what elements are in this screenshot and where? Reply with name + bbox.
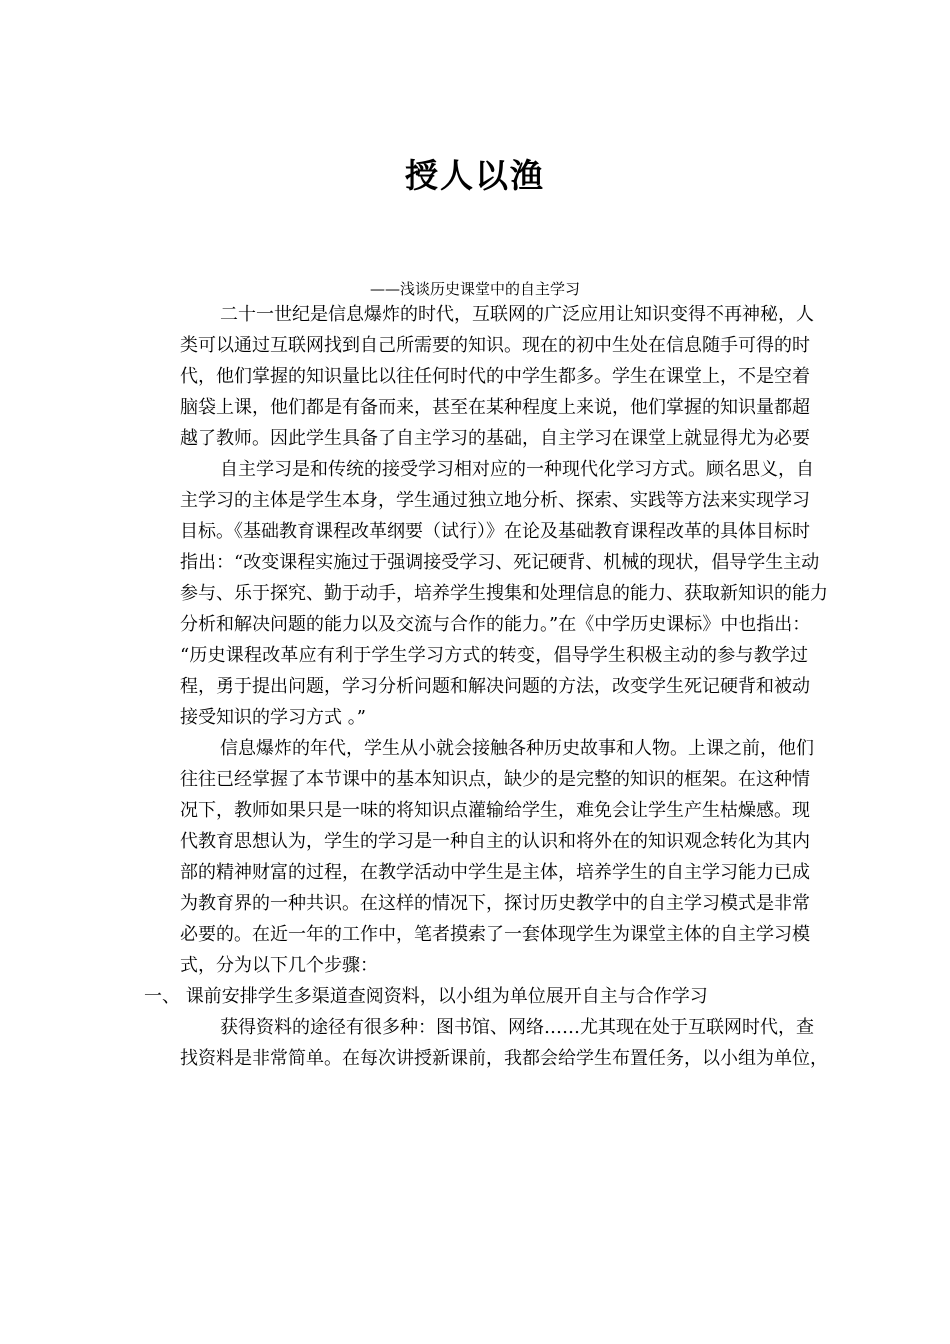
paragraph-line: 况下，教师如果只是一味的将知识点灌输给学生，难免会让学生产生枯燥感。现 — [180, 800, 810, 821]
paragraph-4 — [144, 1012, 828, 1074]
paragraph-line: 接受知识的学习方式 。” — [180, 707, 366, 728]
section-heading — [144, 981, 808, 1012]
paragraph-line: 部的精神财富的过程，在教学活动中学生是主体，培养学生的自主学习能力已成 — [180, 862, 810, 883]
paragraph-2 — [144, 454, 828, 733]
paragraph-line: 参与、乐于探究、勤于动手，培养学生搜集和处理信息的能力、获取新知识的能力 — [180, 583, 828, 604]
paragraph-1 — [144, 299, 814, 454]
paragraph-line: 必要的。在近一年的工作中，笔者摸索了一套体现学生为课堂主体的自主学习模 — [180, 924, 810, 945]
paragraph-line: 获得资料的途径有很多种：图书馆、网络……尤其现在处于互联网时代，查 — [220, 1017, 814, 1038]
paragraph-line: “历史课程改革应有利于学生学习方式的转变，倡导学生积极主动的参与教学过 — [180, 645, 808, 666]
paragraph-line: 分析和解决问题的能力以及交流与合作的能力。”在《中学历史课标》中也指出： — [180, 614, 811, 635]
paragraph-line: 为教育界的一种共识。在这样的情况下，探讨历史教学中的自主学习模式是非常 — [180, 893, 810, 914]
paragraph-line: 自主学习是和传统的接受学习相对应的一种现代化学习方式。顾名思义，自 — [220, 459, 814, 480]
document-title: 授人以渔 — [405, 156, 545, 195]
paragraph-line: 二十一世纪是信息爆炸的时代，互联网的广泛应用让知识变得不再神秘，人 — [220, 304, 814, 325]
paragraph-line: 脑袋上课，他们都是有备而来，甚至在某种程度上来说，他们掌握的知识量都超 — [180, 397, 810, 418]
paragraph-line: 代，他们掌握的知识量比以往任何时代的中学生都多。学生在课堂上，不是空着 — [180, 366, 810, 387]
paragraph-line: 越了教师。因此学生具备了自主学习的基础，自主学习在课堂上就显得尤为必要 — [180, 428, 810, 449]
document-body — [144, 299, 828, 1074]
paragraph-line: 目标。《基础教育课程改革纲要（试行）》在论及基础教育课程改革的具体目标时 — [180, 521, 810, 542]
paragraph-line: 主学习的主体是学生本身，学生通过独立地分析、探索、实践等方法来实现学习 — [180, 490, 810, 511]
paragraph-line: 往往已经掌握了本节课中的基本知识点，缺少的是完整的知识的框架。在这种情 — [180, 769, 810, 790]
paragraph-3 — [144, 733, 814, 981]
paragraph-line: 代教育思想认为，学生的学习是一种自主的认识和将外在的知识观念转化为其内 — [180, 831, 810, 852]
paragraph-line: 程，勇于提出问题，学习分析问题和解决问题的方法，改变学生死记硬背和被动 — [180, 676, 810, 697]
paragraph-line: 指出：“改变课程实施过于强调接受学习、死记硬背、机械的现状，倡导学生主动 — [180, 552, 820, 573]
document-subtitle: ——浅谈历史课堂中的自主学习 — [369, 280, 580, 298]
paragraph-line: 找资料是非常简单。在每次讲授新课前，我都会给学生布置任务，以小组为单位， — [180, 1048, 828, 1069]
paragraph-line: 类可以通过互联网找到自己所需要的知识。现在的初中生处在信息随手可得的时 — [180, 335, 810, 356]
section-heading-text: 一、 课前安排学生多渠道查阅资料，以小组为单位展开自主与合作学习 — [144, 986, 708, 1007]
paragraph-line: 式，分为以下几个步骤： — [180, 955, 378, 976]
paragraph-line: 信息爆炸的年代，学生从小就会接触各种历史故事和人物。上课之前，他们 — [220, 738, 814, 759]
